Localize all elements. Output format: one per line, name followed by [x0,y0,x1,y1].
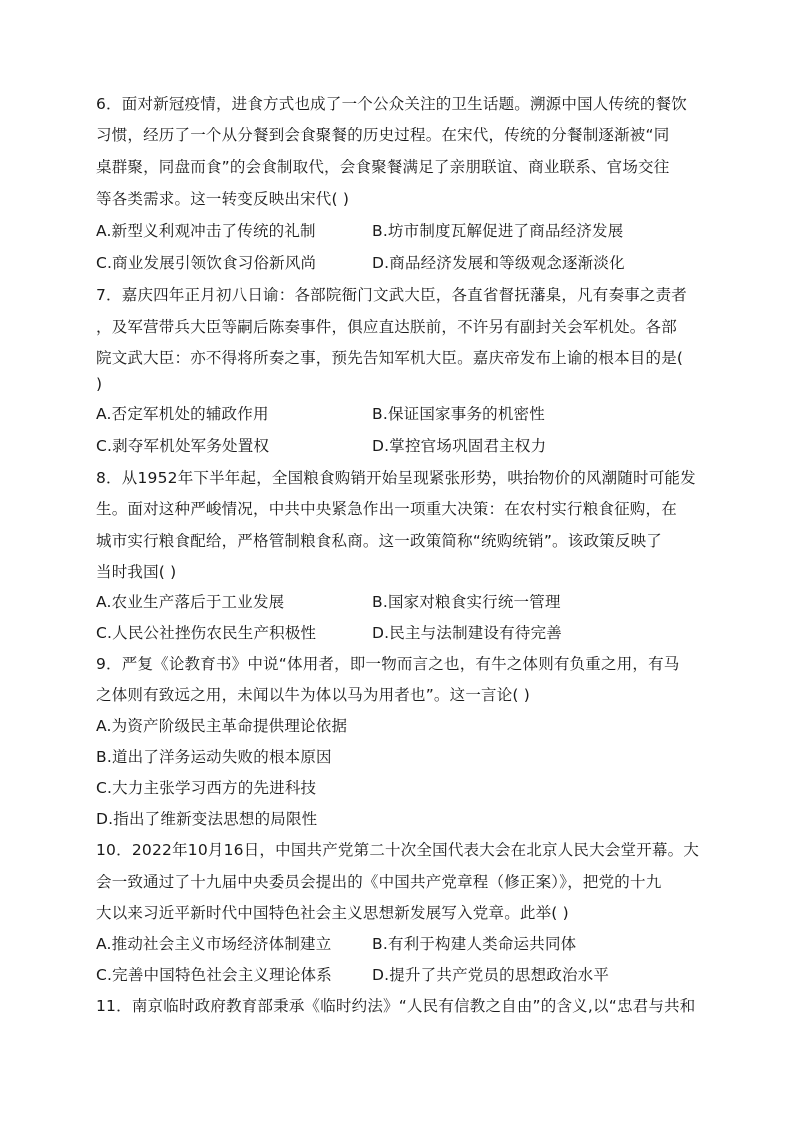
q8-option-c: C.人民公社挫伤农民生产积极性 [96,624,317,642]
q7-option-b: B.保证国家事务的机密性 [372,405,545,423]
q7-option-a: A.否定军机处的辅政作用 [96,405,269,423]
q7-option-d: D.掌控官场巩固君主权力 [372,437,547,455]
q10-option-d: D.提升了共产党员的思想政治水平 [372,966,610,984]
q8-option-b: B.国家对粮食实行统一管理 [372,593,561,611]
q10-option-b: B.有利于构建人类命运共同体 [372,935,577,953]
q9-option-b: B.道出了洋务运动失败的根本原因 [96,748,332,766]
q8-option-a: A.农业生产落后于工业发展 [96,593,285,611]
q10-option-a: A.推动社会主义市场经济体制建立 [96,935,332,953]
q6-option-d: D.商品经济发展和等级观念逐渐淡化 [372,254,625,272]
q6-line-4: 等各类需求。这一转变反映出宋代( ) [96,190,350,208]
q9-line-2: 之体则有致远之用，未闻以牛为体以马为用者也”。这一言论( ) [96,686,531,704]
q8-line-1: 8．从1952年下半年起，全国粮食购销开始呈现紧张形势，哄抬物价的风潮随时可能发 [96,469,696,487]
q9-line-1: 9．严复《论教育书》中说“体用者，即一物而言之也，有牛之体则有负重之用，有马 [96,655,680,673]
q7-option-c: C.剥夺军机处军务处置权 [96,437,270,455]
q6-line-2: 习惯，经历了一个从分餐到会食聚餐的历史过程。在宋代，传统的分餐制逐渐被“同 [96,126,670,144]
q10-option-c: C.完善中国特色社会主义理论体系 [96,966,332,984]
q9-option-c: C.大力主张学习西方的先进科技 [96,779,317,797]
q9-option-a: A.为资产阶级民主革命提供理论依据 [96,717,348,735]
q7-line-4: ) [96,375,103,393]
q6-option-a: A.新型义利观冲击了传统的礼制 [96,222,316,240]
q8-line-2: 生。面对这种严峻情况，中共中央紧急作出一项重大决策：在农村实行粮食征购，在 [96,500,677,518]
q8-option-d: D.民主与法制建设有待完善 [372,624,562,642]
q7-line-2: ，及军营带兵大臣等嗣后陈奏事件，俱应直达朕前，不许另有副封关会军机处。各部 [96,318,677,336]
q6-option-c: C.商业发展引领饮食习俗新风尚 [96,254,317,272]
q10-line-1: 10．2022年10月16日，中国共产党第二十次全国代表大会在北京人民大会堂开幕。大 [96,841,700,859]
q9-option-d: D.指出了维新变法思想的局限性 [96,810,318,828]
q7-line-1: 7．嘉庆四年正月初八日谕：各部院衙门文武大臣，各直省督抚藩臬，凡有奏事之责者 [96,286,687,304]
q8-line-3: 城市实行粮食配给，严格管制粮食私商。这一政策简称“统购统销”。该政策反映了 [96,532,662,550]
q6-line-3: 桌群聚，同盘而食”的会食制取代，会食聚餐满足了亲朋联谊、商业联系、官场交往 [96,158,670,176]
q6-option-b: B.坊市制度瓦解促进了商品经济发展 [372,222,624,240]
q7-line-3: 院文武大臣：亦不得将所奏之事，预先告知军机大臣。嘉庆帝发布上谕的根本目的是( [96,349,684,367]
q6-line-1: 6．面对新冠疫情，进食方式也成了一个公众关注的卫生话题。溯源中国人传统的餐饮 [96,95,687,113]
q8-line-4: 当时我国( ) [96,563,177,581]
q10-line-3: 大以来习近平新时代中国特色社会主义思想新发展写入党章。此举( ) [96,904,569,922]
q10-line-2: 会一致通过了十九届中央委员会提出的《中国共产党章程（修正案）》，把党的十九 [96,873,662,891]
q11-line-1: 11．南京临时政府教育部秉承《临时约法》“人民有信教之自由”的含义,以“忠君与共和 [96,997,696,1015]
